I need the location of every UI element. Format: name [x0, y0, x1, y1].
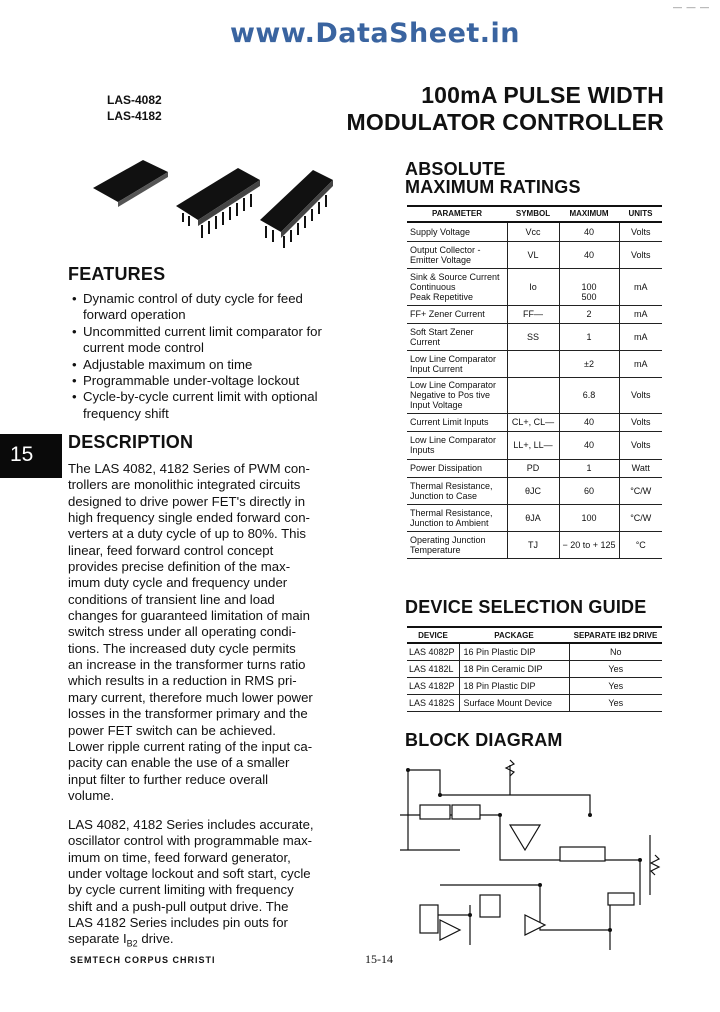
text-line: [68, 931, 336, 952]
ceramic-dip-chip: [93, 160, 168, 207]
column-header: PARAMETER: [407, 206, 507, 222]
drive-cell: No: [569, 643, 662, 660]
description-paragraph: [68, 817, 336, 952]
symbol-cell: [507, 350, 559, 377]
text-fragment: drive.: [137, 931, 174, 947]
param-cell: Thermal Resistance, Junction to Ambient: [407, 504, 507, 531]
unit-cell: Volts: [619, 241, 662, 268]
text-line: changes for guaranteed limitation of main: [68, 608, 310, 624]
text-line: volume.: [68, 787, 115, 803]
max-cell: 40: [559, 241, 619, 268]
subscript: B2: [126, 939, 138, 950]
unit-cell: mA: [619, 268, 662, 305]
device-cell: LAS 4082P: [407, 643, 459, 660]
param-cell: Low Line Comparator Negative to Pos tive Input Voltage: [407, 377, 507, 413]
text-line: designed to drive power FET's directly in: [68, 493, 306, 509]
symbol-cell: Io: [507, 268, 559, 305]
max-cell: 1: [559, 459, 619, 477]
symbol-cell: SS: [507, 323, 559, 350]
column-header: SEPARATE IB2 DRIVE: [569, 627, 662, 643]
drive-cell: Yes: [569, 677, 662, 694]
absolute-max-heading: [405, 160, 581, 196]
block-diagram-heading: BLOCK DIAGRAM: [405, 730, 563, 750]
table-row: [407, 531, 662, 558]
plastic-dip-chip-18: [260, 170, 333, 248]
table-row: [407, 660, 662, 677]
max-cell: − 20 to + 125: [559, 531, 619, 558]
text-line: high frequency single ended forward con-: [68, 510, 310, 526]
list-item: • Programmable under-voltage lockout: [68, 373, 336, 389]
table-row: [407, 677, 662, 694]
text-line: oscillator control with programmable max-: [68, 833, 313, 849]
text-line: tions. The increased duty cycle permits: [68, 640, 296, 656]
text-line: linear, feed forward control concept: [68, 542, 274, 558]
symbol-cell: Vcc: [507, 222, 559, 241]
unit-cell: °C/W: [619, 477, 662, 504]
text-line: imum on time, feed forward generator,: [68, 849, 291, 865]
max-cell: 40: [559, 222, 619, 241]
symbol-cell: θJA: [507, 504, 559, 531]
features-heading: FEATURES: [68, 264, 166, 284]
text-line: losses in the transformer primary and the: [68, 706, 308, 722]
param-cell: Operating Junction Temperature: [407, 531, 507, 558]
list-item: • Dynamic control of duty cycle for feed forward operation: [68, 291, 336, 324]
device-cell: LAS 4182P: [407, 677, 459, 694]
text-line: verters at a duty cycle of up to 80%. This: [68, 526, 306, 542]
max-cell: ±2: [559, 350, 619, 377]
table-row: [407, 222, 662, 241]
table-row: [407, 350, 662, 377]
company-footer: SEMTECH CORPUS CHRISTI: [70, 955, 216, 965]
table-row: [407, 459, 662, 477]
text-line: switch stress under all operating condi-: [68, 624, 296, 640]
unit-cell: Watt: [619, 459, 662, 477]
part-number: LAS-4182: [107, 109, 162, 123]
symbol-cell: PD: [507, 459, 559, 477]
text-line: pacity can enable the use of a smaller: [68, 755, 290, 771]
ic-package-illustration: [88, 150, 338, 250]
table-row: [407, 377, 662, 413]
part-number: LAS-4082: [107, 93, 162, 107]
device-cell: LAS 4182S: [407, 694, 459, 711]
drive-cell: Yes: [569, 660, 662, 677]
table-row: [407, 431, 662, 459]
text-line: mary current, therefore much lower power: [68, 689, 313, 705]
list-item: • Cycle-by-cycle current limit with optional frequency shift: [68, 389, 336, 422]
param-cell: Output Collector - Emitter Voltage: [407, 241, 507, 268]
plastic-dip-chip-16: [176, 168, 260, 238]
column-header: UNITS: [619, 206, 662, 222]
drive-cell: Yes: [569, 694, 662, 711]
text-fragment: separate I: [68, 931, 127, 947]
param-cell: Current Limit Inputs: [407, 413, 507, 431]
symbol-cell: TJ: [507, 531, 559, 558]
selection-guide-heading: DEVICE SELECTION GUIDE: [405, 597, 647, 617]
max-cell: 100 500: [559, 268, 619, 305]
schematic-comparators: [440, 825, 545, 940]
text-line: input filter to further reduce overall: [68, 771, 269, 787]
table-row: [407, 504, 662, 531]
watermark-url: www.DataSheet.in: [229, 18, 521, 49]
max-cell: 40: [559, 431, 619, 459]
param-cell: Sink & Source Current Continuous Peak Repetitive: [407, 268, 507, 305]
text-line: shift and a push-pull output drive. The: [68, 898, 289, 914]
max-cell: 2: [559, 305, 619, 323]
symbol-cell: LL+, LL—: [507, 431, 559, 459]
description-paragraph: [68, 461, 336, 804]
page-number: 15-14: [365, 952, 393, 966]
table-row: [407, 305, 662, 323]
param-cell: Low Line Comparator Input Current: [407, 350, 507, 377]
table-row: [407, 643, 662, 660]
param-cell: Low Line Comparator Inputs: [407, 431, 507, 459]
unit-cell: Volts: [619, 222, 662, 241]
device-cell: LAS 4182L: [407, 660, 459, 677]
table-row: [407, 268, 662, 305]
package-cell: 16 Pin Plastic DIP: [459, 643, 569, 660]
device-selection-table: [407, 626, 662, 712]
unit-cell: mA: [619, 350, 662, 377]
unit-cell: Volts: [619, 431, 662, 459]
unit-cell: Volts: [619, 377, 662, 413]
text-line: which results in a reduction in RMS pri-: [68, 673, 297, 689]
table-row: [407, 241, 662, 268]
heading-line: MAXIMUM RATINGS: [405, 177, 581, 197]
text-line: power FET switch can be achieved.: [68, 722, 276, 738]
max-cell: 1: [559, 323, 619, 350]
column-header: MAXIMUM: [559, 206, 619, 222]
package-cell: Surface Mount Device: [459, 694, 569, 711]
title-line: MODULATOR CONTROLLER: [346, 109, 664, 135]
table-row: [407, 413, 662, 431]
max-cell: 6.8: [559, 377, 619, 413]
corner-mark: — — —: [672, 2, 710, 12]
section-tab: 15: [0, 434, 62, 478]
text-line: Lower ripple current rating of the input ca-: [68, 738, 313, 754]
text-line: LAS 4182 Series includes pin outs for: [68, 915, 288, 931]
text-line: an increase in the transformer turns ratio: [68, 657, 306, 673]
schematic-blocks: [420, 805, 634, 933]
package-cell: 18 Pin Ceramic DIP: [459, 660, 569, 677]
absolute-max-table: [407, 205, 662, 559]
unit-cell: °C/W: [619, 504, 662, 531]
features-list: [68, 291, 336, 422]
text-line: LAS 4082, 4182 Series includes accurate,: [68, 817, 314, 832]
column-header: SYMBOL: [507, 206, 559, 222]
max-cell: 40: [559, 413, 619, 431]
block-diagram-schematic: [380, 755, 665, 955]
table-row: [407, 477, 662, 504]
title-line: 100mA PULSE WIDTH: [421, 82, 664, 108]
text-line: imum duty cycle and frequency under: [68, 575, 288, 591]
part-numbers: [107, 92, 162, 124]
symbol-cell: θJC: [507, 477, 559, 504]
column-header: PACKAGE: [459, 627, 569, 643]
unit-cell: °C: [619, 531, 662, 558]
symbol-cell: CL+, CL—: [507, 413, 559, 431]
description-heading: DESCRIPTION: [68, 432, 194, 452]
heading-line: ABSOLUTE: [405, 159, 506, 179]
param-cell: Thermal Resistance, Junction to Case: [407, 477, 507, 504]
text-line: trollers are monolithic integrated circuits: [68, 477, 301, 493]
max-cell: 60: [559, 477, 619, 504]
column-header: DEVICE: [407, 627, 459, 643]
text-line: by cycle current limiting with frequency: [68, 882, 294, 898]
text-line: under voltage lockout and soft start, cycle: [68, 866, 311, 882]
param-cell: Supply Voltage: [407, 222, 507, 241]
max-cell: 100: [559, 504, 619, 531]
list-item: • Adjustable maximum on time: [68, 357, 336, 373]
symbol-cell: [507, 377, 559, 413]
param-cell: Power Dissipation: [407, 459, 507, 477]
list-item: • Uncommitted current limit comparator for current mode control: [68, 324, 336, 357]
unit-cell: mA: [619, 305, 662, 323]
param-cell: FF+ Zener Current: [407, 305, 507, 323]
unit-cell: mA: [619, 323, 662, 350]
symbol-cell: FF—: [507, 305, 559, 323]
text-line: conditions of transient line and load: [68, 591, 275, 607]
symbol-cell: VL: [507, 241, 559, 268]
table-row: [407, 694, 662, 711]
document-title: [347, 82, 664, 136]
table-row: [407, 323, 662, 350]
unit-cell: Volts: [619, 413, 662, 431]
param-cell: Soft Start Zener Current: [407, 323, 507, 350]
text-line: provides precise definition of the max-: [68, 559, 291, 575]
text-line: The LAS 4082, 4182 Series of PWM con-: [68, 461, 310, 476]
package-cell: 18 Pin Plastic DIP: [459, 677, 569, 694]
